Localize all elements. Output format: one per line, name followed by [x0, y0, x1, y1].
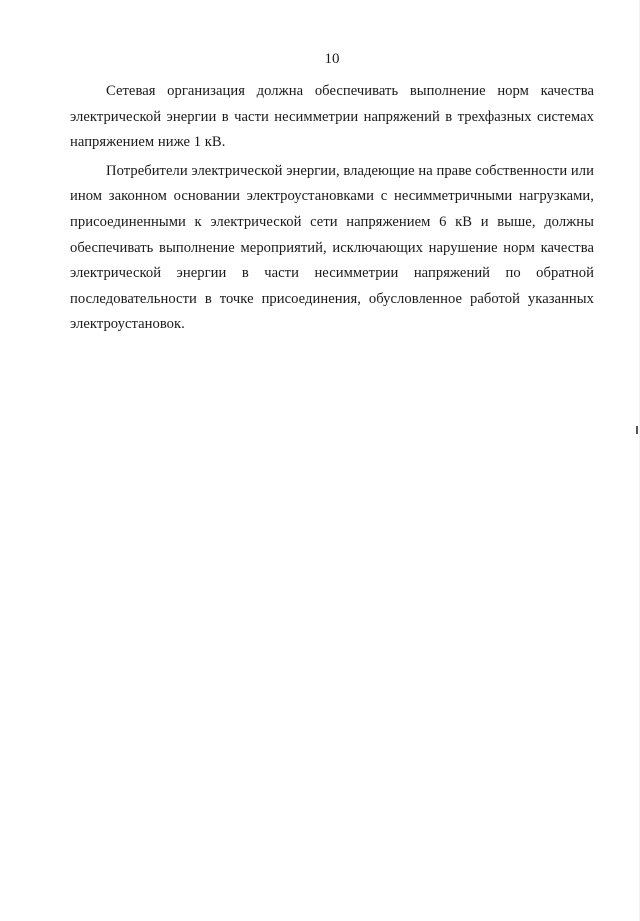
- paragraph-network-organization: Сетевая организация должна обеспечивать выполнение норм качества электрической энергии в части несимметрии напряжений в трехфазных системах напряжением ниже 1 кВ.: [70, 83, 594, 151]
- scan-artifact: [636, 426, 638, 434]
- page-number: 10: [324, 51, 340, 67]
- document-body: [70, 79, 594, 338]
- paragraph-consumers: Потребители электрической энергии, владеющие на праве собственности или ином законном основании электроустановками с несимметричными нагрузками, присоединенными к электрической сети напряжением 6 кВ и выше, должны обеспечивать выполнение мероприятий, исключающих нарушение норм качества электрической энергии в части несимметрии напряжений по обратной последовательности в точке присоединения, обусловленное работой указанных электроустановок.: [70, 162, 594, 333]
